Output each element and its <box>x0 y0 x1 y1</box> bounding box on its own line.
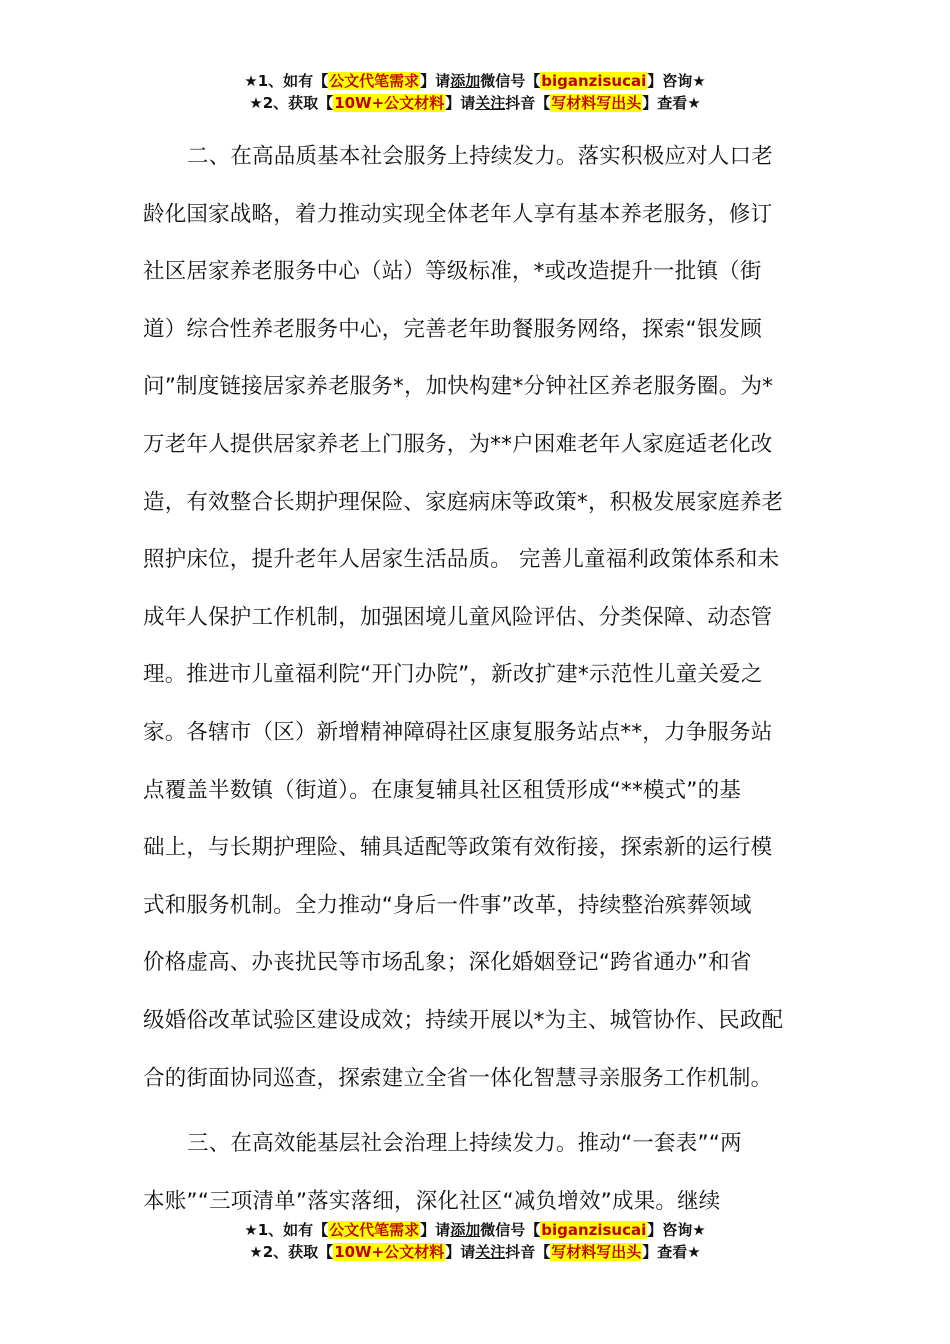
banner-text: 】请 <box>445 94 476 112</box>
text-line: 础上，与长期护理险、辅具适配等政策有效衔接，探索新的运行模 <box>143 835 773 861</box>
highlight-text: 公文代笔需求 <box>329 1221 420 1239</box>
star-icon: ★ <box>244 1221 258 1239</box>
banner-text: 】查看★ <box>642 1243 701 1261</box>
text-line: 级婚俗改革试验区建设成效；持续开展以*为主、城管协作、民政配 <box>143 1007 784 1033</box>
banner-text: 2、获取【 <box>262 1243 334 1261</box>
text-line: 价格虚高、办丧扰民等市场乱象；深化婚姻登记“跨省通办”和省 <box>143 950 752 976</box>
text-line: 二、在高品质基本社会服务上持续发力。落实积极应对人口老 <box>187 144 773 169</box>
text-line: 合的街面协同巡查，探索建立全省一体化智慧寻亲服务工作机制。 <box>143 1065 773 1091</box>
star-icon: ★ <box>249 1243 263 1261</box>
text-line: 成年人保护工作机制，加强困境儿童风险评估、分类保障、动态管 <box>143 604 773 630</box>
banner-text: 1、如有【 <box>257 72 329 90</box>
underlined-text: 添加 <box>450 72 481 90</box>
banner-text: 】查看★ <box>642 94 701 112</box>
douyin-account: 写材料写出头 <box>551 1243 642 1261</box>
banner-text: 】请 <box>445 1243 476 1261</box>
text-line: 道）综合性养老服务中心，完善老年助餐服务网络，探索“银发顾 <box>143 316 762 342</box>
wechat-id: biganzisucai <box>541 1221 647 1239</box>
text-line: 龄化国家战略，着力推动实现全体老年人享有基本养老服务，修订 <box>143 201 773 227</box>
underlined-text: 关注 <box>475 94 506 112</box>
banner-text: 】请 <box>420 72 451 90</box>
text-line: 理。推进市儿童福利院“开门办院”，新改扩建*示范性儿童关爱之 <box>143 662 763 688</box>
banner-text: 抖音【 <box>505 94 551 112</box>
banner-text: 1、如有【 <box>257 1221 329 1239</box>
paragraph-social-services <box>143 128 807 1107</box>
footer-banner-line-2 <box>0 1241 950 1263</box>
text-line: 点覆盖半数镇（街道）。在康复辅具社区租赁形成“**模式”的基 <box>143 777 742 803</box>
highlight-text: 10W+公文材料 <box>334 1243 445 1261</box>
wechat-id: biganzisucai <box>541 72 647 90</box>
star-icon: ★ <box>244 72 258 90</box>
highlight-text: 10W+公文材料 <box>334 94 445 112</box>
underlined-text: 关注 <box>475 1243 506 1261</box>
douyin-account: 写材料写出头 <box>551 94 642 112</box>
document-body <box>143 128 807 1230</box>
text-line: 问”制度链接居家养老服务*，加快构建*分钟社区养老服务圈。为* <box>143 374 774 400</box>
text-line: 造，有效整合长期护理保险、家庭病床等政策*，积极发展家庭养老 <box>143 489 784 515</box>
banner-text: 2、获取【 <box>262 94 334 112</box>
footer-banner <box>0 1219 950 1263</box>
text-line: 本账”“三项清单”落实落细，深化社区“减负增效”成果。继续 <box>143 1188 721 1214</box>
text-line: 照护床位，提升老年人居家生活品质。 完善儿童福利政策体系和未 <box>143 547 780 573</box>
text-line: 家。各辖市（区）新增精神障碍社区康复服务站点**，力争服务站 <box>143 719 773 745</box>
highlight-text: 公文代笔需求 <box>329 72 420 90</box>
banner-text: 微信号【 <box>480 1221 541 1239</box>
banner-text: 微信号【 <box>480 72 541 90</box>
footer-banner-line-1 <box>0 1219 950 1241</box>
text-line: 社区居家养老服务中心（站）等级标准，*或改造提升一批镇（街 <box>143 259 762 285</box>
paragraph-grassroots-governance <box>143 1115 807 1230</box>
underlined-text: 添加 <box>450 1221 481 1239</box>
header-banner <box>0 70 950 114</box>
text-line: 万老年人提供居家养老上门服务，为**户困难老年人家庭适老化改 <box>143 431 773 457</box>
banner-text: 】请 <box>420 1221 451 1239</box>
header-banner-line-2 <box>0 92 950 114</box>
banner-text: 抖音【 <box>505 1243 551 1261</box>
text-line: 三、在高效能基层社会治理上持续发力。推动“一套表”“两 <box>187 1131 742 1157</box>
text-line: 式和服务机制。全力推动“身后一件事”改革，持续整治殡葬领域 <box>143 892 752 918</box>
banner-text: 】咨询★ <box>647 1221 706 1239</box>
star-icon: ★ <box>249 94 263 112</box>
header-banner-line-1 <box>0 70 950 92</box>
banner-text: 】咨询★ <box>647 72 706 90</box>
